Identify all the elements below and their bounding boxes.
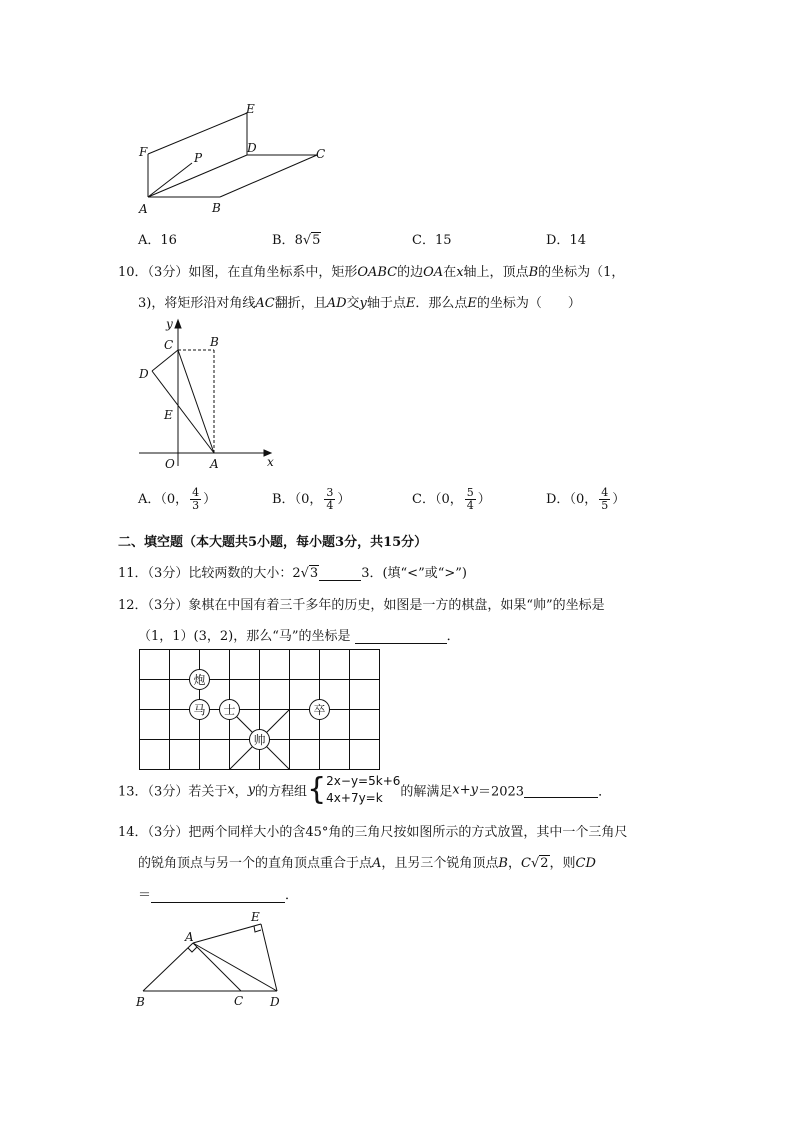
q13-text: ． [598, 784, 612, 800]
q10-option-d-prefix: （0， [569, 492, 598, 507]
q13-equation-system [326, 773, 400, 807]
q9-label-A: A [139, 202, 148, 216]
q10-label-y: y [166, 317, 173, 331]
q9-option-a-letter: A． [138, 233, 161, 248]
q10-var-e: E [467, 296, 477, 311]
q12-answer-blank[interactable] [355, 643, 447, 644]
q13-text: （3分）若关于 [147, 784, 228, 800]
q9-label-E: E [246, 102, 255, 116]
q10-option-c-prefix: （0， [434, 492, 463, 507]
q14-label-D: D [270, 995, 280, 1009]
q10-label-A: A [210, 457, 219, 471]
q11-coef: 2 [292, 566, 301, 581]
q9-option-a-value: 16 [160, 233, 177, 248]
q10-text: 3)，将矩形沿对角线 [138, 296, 256, 311]
q14-label-B: B [136, 995, 145, 1009]
q13-text: 的方程组 [255, 784, 308, 800]
q12-text: ． [446, 629, 460, 644]
q9-option-c[interactable] [412, 229, 452, 248]
q13-answer-blank[interactable] [524, 783, 598, 798]
piece-pao-label: 炮 [193, 673, 206, 687]
q9-option-d[interactable] [546, 229, 586, 248]
q10-option-b-prefix: （0， [294, 492, 323, 507]
q10-segment-CD [152, 350, 178, 371]
q10-label-C: C [164, 338, 174, 352]
piece-shi-label: 士 [223, 703, 236, 717]
q10-text: 轴于点 [366, 296, 406, 311]
q12-line1 [118, 594, 605, 613]
q14-segment-AE [193, 924, 261, 943]
q13-number: 13． [118, 784, 148, 800]
q14-line1 [118, 821, 627, 840]
q14-text: （3分）把两个同样大小的含45°角的三角尺按如图所示的方式放置，其中一个三角尺 [147, 825, 628, 840]
q9-figure [130, 100, 350, 220]
q14-radicand: 2 [540, 856, 549, 871]
q10-option-d-letter: D． [546, 492, 570, 507]
q14-label-A: A [185, 930, 194, 944]
q14-label-E: E [251, 910, 260, 924]
q14-var-b: B [498, 856, 508, 871]
q10-option-a-den: 3 [192, 499, 200, 512]
q9-option-b-radicand: 5 [312, 233, 321, 248]
q9-edge-BC [220, 155, 317, 197]
q10-option-a-num: 4 [192, 486, 200, 499]
q14-answer-blank[interactable] [151, 902, 285, 903]
q11-answer-blank[interactable] [319, 580, 361, 581]
piece-shi [220, 700, 240, 720]
q10-segment-DA [152, 371, 214, 453]
q10-option-a[interactable] [138, 487, 216, 512]
q10-text: 翻折，且 [274, 296, 327, 311]
q11-text: 3．(填“<”或“>”) [361, 566, 467, 581]
q10-var-b: B [528, 265, 539, 280]
q10-var-oabc: OABC [357, 265, 398, 280]
q13-text: ， [234, 784, 248, 800]
q9-option-b-letter: B． [272, 233, 295, 248]
q10-label-O: O [165, 457, 175, 471]
q10-text: 的坐标为（1， [538, 265, 625, 280]
q14-figure [130, 908, 300, 1013]
q14-number: 14． [118, 825, 148, 840]
q10-label-B: B [210, 335, 219, 349]
q14-var-a: A [372, 856, 382, 871]
q9-label-P: P [194, 151, 203, 165]
q9-option-b[interactable]: B．8√5 [272, 233, 321, 248]
q10-option-c-suffix: ） [477, 492, 491, 507]
q14-right-angle-E [254, 926, 261, 932]
q10-option-b-num: 3 [326, 486, 334, 499]
q13-text: ＝2023 [477, 784, 525, 800]
q10-var-y: y [359, 296, 367, 311]
q14-text: ， [507, 856, 521, 871]
q10-option-b[interactable] [272, 487, 350, 512]
piece-zu-label: 卒 [313, 703, 326, 717]
q10-option-b-letter: B． [272, 492, 295, 507]
piece-ma-label: 马 [193, 703, 206, 717]
q10-segment-CA [178, 350, 214, 453]
q10-option-c-letter: C． [412, 492, 435, 507]
q10-y-axis-arrow [175, 320, 181, 328]
q14-text: ＝ [138, 888, 152, 903]
q14-text: ，则 [549, 856, 576, 871]
q10-option-c-num: 5 [466, 486, 474, 499]
q10-option-a-suffix: ） [203, 492, 217, 507]
q14-line3 [138, 884, 298, 903]
q10-var-oa: OA [423, 265, 444, 280]
q9-label-D: D [247, 141, 257, 155]
piece-ma [190, 700, 210, 720]
q10-option-a-prefix: （0， [160, 492, 189, 507]
q10-text: ．那么点 [415, 296, 468, 311]
q9-option-c-value: 15 [434, 233, 452, 248]
q9-label-F: F [139, 145, 148, 159]
q12-text: （3分）象棋在中国有着三千多年的历史，如图是一方的棋盘，如果“帅”的坐标是 [147, 598, 605, 613]
q13-var-x: x [227, 782, 235, 798]
q14-var-cd: CD [575, 856, 596, 871]
q10-line1 [118, 261, 624, 280]
q10-figure [136, 316, 286, 476]
q10-option-d-num: 4 [601, 486, 609, 499]
q10-line2 [138, 292, 581, 311]
q9-edge-AP [148, 163, 192, 197]
q13-equation-2: 4x+7y=k [326, 791, 383, 805]
q10-label-x: x [267, 455, 274, 469]
section-title-fill-in: 二、填空题（本大题共5小题，每小题3分，共15分） [118, 535, 428, 550]
q9-option-a[interactable] [138, 229, 177, 248]
q13-equation-1: 2x−y=5k+6 [326, 774, 401, 788]
piece-shuai [250, 730, 270, 750]
piece-zu [310, 700, 330, 720]
q14-right-angle-A [188, 947, 197, 952]
q10-option-d-suffix: ） [612, 492, 626, 507]
q11-text: （3分）比较两数的大小： [147, 566, 293, 581]
q10-option-a-fraction [190, 487, 201, 512]
q12-text: （1，1）(3，2)，那么“马”的坐标是 [138, 629, 351, 644]
q10-var-ac: AC [255, 296, 275, 311]
q10-text: 轴上，顶点 [463, 265, 529, 280]
q10-text: （3分）如图，在直角坐标系中，矩形 [147, 265, 358, 280]
q9-edge-FE [148, 113, 247, 154]
q10-option-d-fraction [599, 487, 610, 512]
q12-line2 [138, 625, 460, 644]
q10-text: 的坐标为（ ） [476, 296, 581, 311]
q10-label-E: E [164, 408, 173, 422]
q10-var-e: E [405, 296, 416, 311]
q10-option-a-letter: A． [138, 492, 161, 507]
q10-option-d[interactable] [546, 487, 625, 512]
q10-number: 10． [118, 265, 148, 280]
q14-segment-AC [193, 943, 241, 991]
q13-var-y: y [247, 782, 256, 798]
q13-text: 的解满足 [400, 784, 453, 800]
q14-text: 的锐角顶点与另一个的直角顶点重合于点 [138, 856, 373, 871]
q14-var-c: C [521, 856, 531, 871]
q10-var-x: x [456, 265, 464, 280]
q10-option-b-den: 4 [326, 499, 334, 512]
q13-brace: { [307, 772, 327, 807]
q14-label-C: C [234, 994, 244, 1008]
q9-option-d-value: 14 [569, 233, 586, 248]
q10-option-b-suffix: ） [337, 492, 351, 507]
q10-option-c-den: 4 [466, 499, 474, 512]
q10-text: 的边 [397, 265, 424, 280]
q9-label-B: B [212, 201, 221, 215]
q14-segment-ED [261, 924, 277, 991]
q10-text: 交 [346, 296, 360, 311]
q10-var-ad: AD [326, 296, 347, 311]
q9-option-d-letter: D． [546, 233, 570, 248]
q12-chessboard [139, 649, 381, 771]
piece-shuai-label: 帅 [253, 733, 266, 747]
q14-text: ． [285, 888, 299, 903]
q11-radicand: 3 [309, 566, 319, 581]
q13-line [118, 773, 611, 813]
q10-text: 在 [443, 265, 457, 280]
q12-number: 12． [118, 598, 148, 613]
q10-option-b-fraction [324, 487, 335, 512]
q10-option-c-fraction [465, 487, 476, 512]
q10-option-c[interactable] [412, 487, 491, 512]
q14-text: ，且另三个锐角顶点 [381, 856, 499, 871]
piece-pao [190, 670, 210, 690]
q9-option-b-coef: 8 [294, 233, 303, 248]
q14-segment-AD [193, 943, 277, 991]
q11-line: 11．（3分）比较两数的大小：2√3 3．(填“<”或“>”) [118, 566, 467, 581]
q10-option-d-den: 5 [601, 499, 609, 512]
q10-label-D: D [139, 367, 149, 381]
q14-line2: 的锐角顶点与另一个的直角顶点重合于点A，且另三个锐角顶点B，C√2，则CD [138, 856, 596, 871]
q9-option-c-letter: C． [412, 233, 435, 248]
q13-var-xy: x+y [452, 782, 478, 798]
q9-label-C: C [316, 147, 326, 161]
q14-segment-AB [143, 943, 193, 991]
q11-number: 11． [118, 566, 148, 581]
